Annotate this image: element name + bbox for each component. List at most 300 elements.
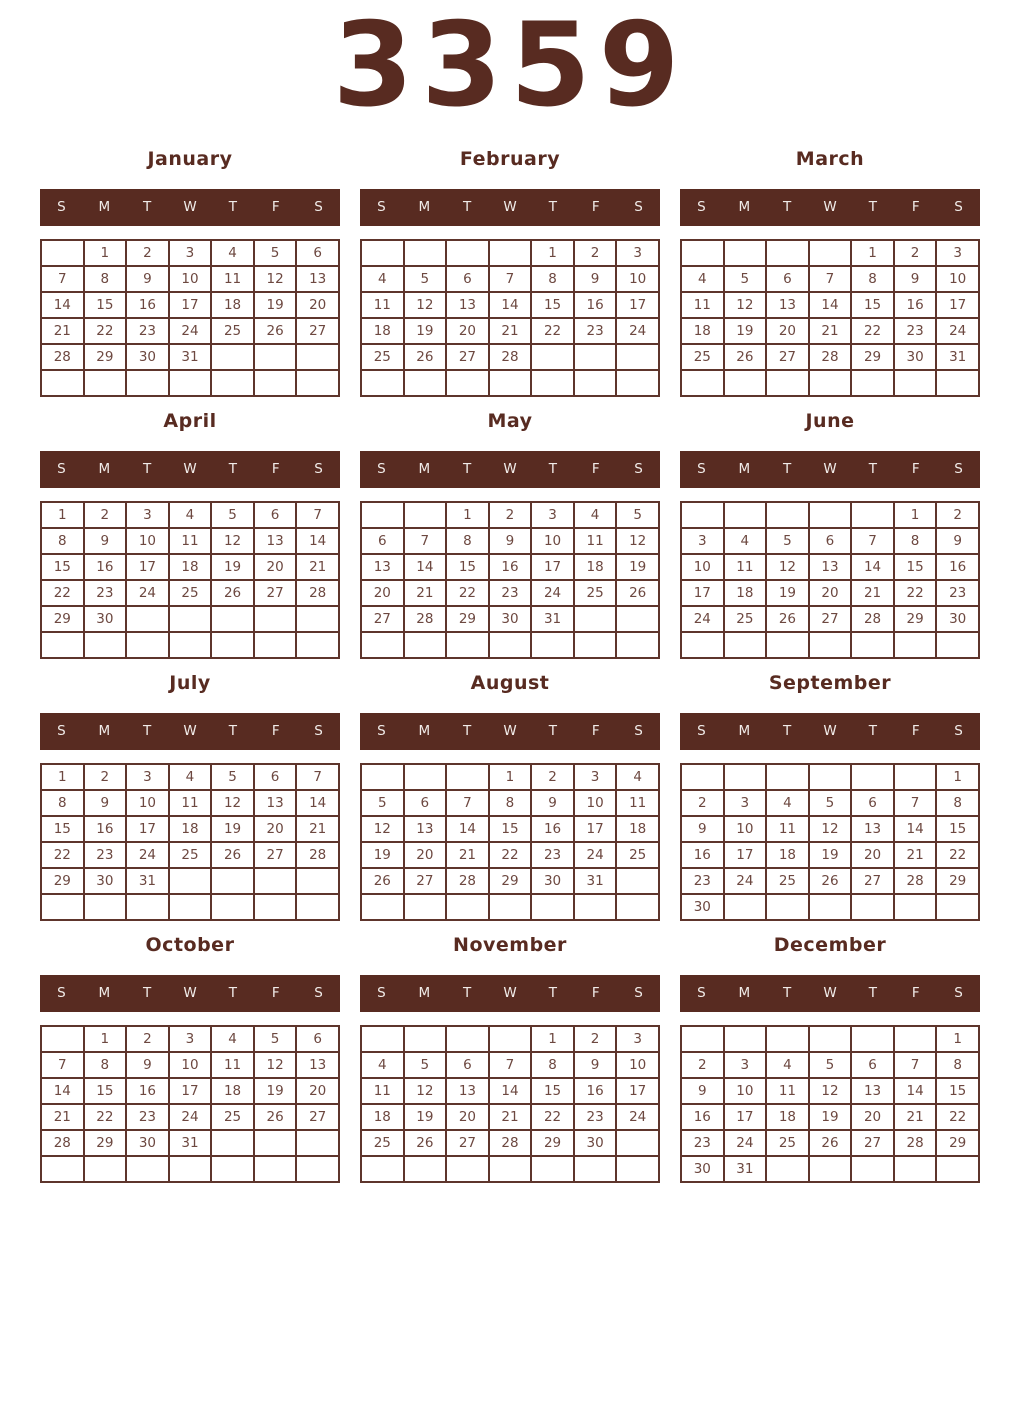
day-cell: 29 — [936, 1130, 979, 1156]
day-cell: 9 — [126, 266, 169, 292]
day-cell: 25 — [361, 344, 404, 370]
week-row — [361, 370, 659, 396]
empty-day-cell — [296, 606, 339, 632]
empty-day-cell — [936, 894, 979, 920]
empty-day-cell — [809, 240, 852, 266]
empty-day-cell — [809, 370, 852, 396]
day-cell: 15 — [489, 816, 532, 842]
weekday-header-row — [680, 713, 980, 750]
weekday-label: F — [271, 985, 280, 1002]
day-cell: 25 — [211, 1104, 254, 1130]
day-cell: 31 — [574, 868, 617, 894]
empty-day-cell — [724, 370, 767, 396]
month-november — [360, 934, 660, 1183]
day-cell: 21 — [404, 580, 447, 606]
weekday-label: T — [463, 723, 472, 740]
empty-day-cell — [936, 1156, 979, 1182]
empty-day-cell — [446, 764, 489, 790]
weekday-label: S — [314, 723, 323, 740]
day-cell: 14 — [489, 292, 532, 318]
day-cell: 6 — [851, 790, 894, 816]
weekday-label: W — [823, 199, 837, 216]
day-cell: 8 — [936, 1052, 979, 1078]
weekday-label: F — [911, 723, 920, 740]
day-cell: 3 — [126, 502, 169, 528]
year-title: 3359 — [332, 0, 688, 133]
day-cell: 1 — [489, 764, 532, 790]
day-cell: 6 — [446, 266, 489, 292]
day-cell: 1 — [936, 764, 979, 790]
weekday-label: S — [377, 199, 386, 216]
day-cell: 9 — [489, 528, 532, 554]
empty-day-cell — [41, 1156, 84, 1182]
day-cell: 13 — [404, 816, 447, 842]
week-row — [41, 318, 339, 344]
weekday-label: F — [271, 723, 280, 740]
week-row — [41, 1104, 339, 1130]
empty-day-cell — [126, 632, 169, 658]
week-row — [361, 528, 659, 554]
day-cell: 25 — [574, 580, 617, 606]
month-name: June — [805, 409, 855, 432]
weekday-label: F — [911, 461, 920, 478]
day-cell: 13 — [851, 1078, 894, 1104]
day-cell: 22 — [894, 580, 937, 606]
day-cell: 26 — [404, 344, 447, 370]
empty-day-cell — [724, 894, 767, 920]
day-cell: 21 — [489, 1104, 532, 1130]
day-grid — [360, 501, 660, 659]
empty-day-cell — [84, 894, 127, 920]
day-cell: 16 — [574, 292, 617, 318]
day-cell: 20 — [404, 842, 447, 868]
weekday-label: F — [271, 461, 280, 478]
weekday-label: T — [143, 985, 152, 1002]
day-cell: 26 — [211, 580, 254, 606]
day-cell: 11 — [766, 1078, 809, 1104]
week-row — [681, 868, 979, 894]
day-cell: 26 — [211, 842, 254, 868]
day-cell: 14 — [489, 1078, 532, 1104]
day-cell: 8 — [41, 528, 84, 554]
empty-day-cell — [296, 1130, 339, 1156]
day-cell: 2 — [489, 502, 532, 528]
week-row — [681, 790, 979, 816]
weekday-header-row — [40, 451, 340, 488]
day-cell: 13 — [851, 816, 894, 842]
day-cell: 3 — [169, 240, 212, 266]
day-cell: 6 — [254, 764, 297, 790]
day-cell: 1 — [84, 1026, 127, 1052]
day-cell: 27 — [766, 344, 809, 370]
day-cell: 23 — [894, 318, 937, 344]
empty-day-cell — [724, 764, 767, 790]
day-cell: 7 — [446, 790, 489, 816]
day-cell: 5 — [616, 502, 659, 528]
day-cell: 24 — [616, 1104, 659, 1130]
empty-day-cell — [681, 370, 724, 396]
day-cell: 16 — [489, 554, 532, 580]
day-cell: 12 — [254, 266, 297, 292]
empty-day-cell — [681, 240, 724, 266]
day-cell: 27 — [446, 344, 489, 370]
day-cell: 17 — [169, 1078, 212, 1104]
day-cell: 17 — [169, 292, 212, 318]
day-cell: 19 — [616, 554, 659, 580]
weekday-header-row — [680, 189, 980, 226]
empty-day-cell — [169, 370, 212, 396]
weekday-label: M — [418, 461, 431, 478]
day-cell: 27 — [809, 606, 852, 632]
day-cell: 22 — [446, 580, 489, 606]
day-cell: 26 — [616, 580, 659, 606]
empty-day-cell — [766, 370, 809, 396]
day-cell: 1 — [531, 1026, 574, 1052]
day-cell: 30 — [126, 344, 169, 370]
day-cell: 23 — [84, 842, 127, 868]
day-cell: 5 — [404, 266, 447, 292]
weekday-label: S — [377, 985, 386, 1002]
day-cell: 2 — [681, 1052, 724, 1078]
weekday-label: S — [954, 723, 963, 740]
weekday-label: T — [783, 461, 792, 478]
day-cell: 19 — [809, 1104, 852, 1130]
day-cell: 15 — [936, 816, 979, 842]
weekday-label: S — [697, 723, 706, 740]
day-cell: 21 — [894, 842, 937, 868]
weekday-label: T — [548, 985, 557, 1002]
day-cell: 18 — [211, 1078, 254, 1104]
empty-day-cell — [211, 1156, 254, 1182]
week-row — [361, 1078, 659, 1104]
weekday-label: W — [503, 461, 517, 478]
empty-day-cell — [894, 632, 937, 658]
day-cell: 24 — [724, 868, 767, 894]
day-cell: 25 — [169, 842, 212, 868]
day-cell: 11 — [724, 554, 767, 580]
months-grid — [40, 148, 980, 1183]
empty-day-cell — [489, 1026, 532, 1052]
day-cell: 30 — [84, 868, 127, 894]
week-row — [681, 894, 979, 920]
day-cell: 13 — [446, 292, 489, 318]
month-september — [680, 672, 980, 921]
empty-day-cell — [361, 502, 404, 528]
empty-day-cell — [41, 632, 84, 658]
day-cell: 23 — [126, 1104, 169, 1130]
day-cell: 24 — [936, 318, 979, 344]
weekday-header-row — [680, 975, 980, 1012]
week-row — [41, 240, 339, 266]
week-row — [41, 842, 339, 868]
day-cell: 2 — [574, 240, 617, 266]
week-row — [41, 528, 339, 554]
weekday-label: S — [57, 723, 66, 740]
weekday-label: S — [697, 985, 706, 1002]
empty-day-cell — [851, 894, 894, 920]
day-cell: 13 — [446, 1078, 489, 1104]
empty-day-cell — [574, 606, 617, 632]
empty-day-cell — [41, 240, 84, 266]
day-cell: 17 — [574, 816, 617, 842]
day-cell: 24 — [169, 1104, 212, 1130]
day-cell: 30 — [84, 606, 127, 632]
day-cell: 15 — [936, 1078, 979, 1104]
weekday-label: F — [591, 723, 600, 740]
empty-day-cell — [41, 370, 84, 396]
weekday-label: T — [868, 723, 877, 740]
weekday-label: S — [634, 985, 643, 1002]
month-name: May — [487, 409, 533, 432]
day-cell: 18 — [574, 554, 617, 580]
week-row — [361, 894, 659, 920]
day-cell: 21 — [894, 1104, 937, 1130]
day-cell: 3 — [616, 240, 659, 266]
empty-day-cell — [681, 502, 724, 528]
day-cell: 21 — [296, 554, 339, 580]
day-cell: 7 — [809, 266, 852, 292]
day-cell: 28 — [489, 344, 532, 370]
empty-day-cell — [404, 764, 447, 790]
day-cell: 26 — [809, 868, 852, 894]
week-row — [361, 502, 659, 528]
month-name: February — [459, 147, 561, 170]
day-cell: 20 — [851, 842, 894, 868]
day-cell: 26 — [404, 1130, 447, 1156]
day-cell: 24 — [531, 580, 574, 606]
day-cell: 24 — [126, 580, 169, 606]
day-cell: 7 — [489, 1052, 532, 1078]
empty-day-cell — [254, 370, 297, 396]
day-cell: 30 — [531, 868, 574, 894]
day-cell: 21 — [809, 318, 852, 344]
day-cell: 20 — [851, 1104, 894, 1130]
day-cell: 8 — [446, 528, 489, 554]
day-cell: 23 — [84, 580, 127, 606]
empty-day-cell — [446, 894, 489, 920]
day-cell: 10 — [169, 266, 212, 292]
day-cell: 26 — [809, 1130, 852, 1156]
week-row — [41, 292, 339, 318]
day-cell: 4 — [766, 1052, 809, 1078]
day-cell: 19 — [724, 318, 767, 344]
week-row — [361, 554, 659, 580]
day-cell: 3 — [724, 1052, 767, 1078]
day-cell: 5 — [809, 790, 852, 816]
day-cell: 11 — [574, 528, 617, 554]
weekday-label: S — [954, 461, 963, 478]
day-cell: 2 — [894, 240, 937, 266]
day-cell: 22 — [936, 842, 979, 868]
day-cell: 8 — [84, 266, 127, 292]
day-cell: 19 — [404, 1104, 447, 1130]
day-cell: 10 — [681, 554, 724, 580]
day-cell: 28 — [894, 1130, 937, 1156]
day-cell: 16 — [126, 1078, 169, 1104]
day-cell: 25 — [681, 344, 724, 370]
day-cell: 2 — [531, 764, 574, 790]
day-cell: 23 — [574, 1104, 617, 1130]
day-cell: 30 — [681, 894, 724, 920]
empty-day-cell — [809, 764, 852, 790]
week-row — [681, 554, 979, 580]
day-cell: 22 — [84, 318, 127, 344]
weekday-label: S — [697, 461, 706, 478]
day-cell: 28 — [894, 868, 937, 894]
day-cell: 5 — [254, 240, 297, 266]
week-row — [681, 292, 979, 318]
week-row — [361, 632, 659, 658]
day-cell: 20 — [446, 318, 489, 344]
day-cell: 10 — [616, 266, 659, 292]
empty-day-cell — [531, 1156, 574, 1182]
week-row — [361, 1130, 659, 1156]
day-cell: 11 — [361, 292, 404, 318]
day-cell: 24 — [681, 606, 724, 632]
day-cell: 4 — [361, 1052, 404, 1078]
day-cell: 17 — [724, 1104, 767, 1130]
weekday-label: S — [377, 461, 386, 478]
empty-day-cell — [169, 894, 212, 920]
day-cell: 10 — [724, 1078, 767, 1104]
empty-day-cell — [616, 1130, 659, 1156]
empty-day-cell — [404, 370, 447, 396]
day-cell: 9 — [681, 816, 724, 842]
day-cell: 19 — [254, 292, 297, 318]
day-cell: 23 — [681, 1130, 724, 1156]
day-cell: 6 — [404, 790, 447, 816]
day-cell: 27 — [254, 842, 297, 868]
day-cell: 27 — [851, 868, 894, 894]
empty-day-cell — [446, 632, 489, 658]
day-cell: 20 — [254, 816, 297, 842]
empty-day-cell — [211, 868, 254, 894]
day-cell: 25 — [616, 842, 659, 868]
day-cell: 7 — [851, 528, 894, 554]
day-cell: 27 — [296, 1104, 339, 1130]
empty-day-cell — [894, 894, 937, 920]
day-cell: 6 — [809, 528, 852, 554]
week-row — [681, 1130, 979, 1156]
day-grid — [680, 763, 980, 921]
day-cell: 18 — [361, 318, 404, 344]
month-april — [40, 410, 340, 659]
day-cell: 11 — [169, 528, 212, 554]
day-cell: 31 — [126, 868, 169, 894]
day-cell: 16 — [84, 816, 127, 842]
day-cell: 15 — [41, 554, 84, 580]
day-cell: 16 — [681, 1104, 724, 1130]
day-cell: 20 — [254, 554, 297, 580]
day-cell: 11 — [766, 816, 809, 842]
weekday-label: S — [954, 985, 963, 1002]
day-cell: 15 — [894, 554, 937, 580]
weekday-label: T — [783, 985, 792, 1002]
empty-day-cell — [616, 344, 659, 370]
day-cell: 19 — [254, 1078, 297, 1104]
day-cell: 8 — [531, 1052, 574, 1078]
empty-day-cell — [489, 370, 532, 396]
empty-day-cell — [851, 632, 894, 658]
day-cell: 12 — [809, 1078, 852, 1104]
empty-day-cell — [361, 632, 404, 658]
empty-day-cell — [531, 370, 574, 396]
empty-day-cell — [126, 606, 169, 632]
week-row — [361, 292, 659, 318]
day-cell: 27 — [446, 1130, 489, 1156]
weekday-header-row — [360, 189, 660, 226]
empty-day-cell — [446, 240, 489, 266]
day-cell: 4 — [169, 502, 212, 528]
day-cell: 28 — [296, 580, 339, 606]
empty-day-cell — [531, 344, 574, 370]
empty-day-cell — [296, 1156, 339, 1182]
empty-day-cell — [616, 632, 659, 658]
day-cell: 10 — [936, 266, 979, 292]
day-cell: 1 — [851, 240, 894, 266]
weekday-label: T — [143, 199, 152, 216]
week-row — [361, 842, 659, 868]
week-row — [681, 240, 979, 266]
empty-day-cell — [446, 1026, 489, 1052]
day-grid — [40, 239, 340, 397]
day-cell: 19 — [211, 554, 254, 580]
weekday-label: S — [954, 199, 963, 216]
empty-day-cell — [169, 1156, 212, 1182]
empty-day-cell — [446, 1156, 489, 1182]
day-cell: 21 — [296, 816, 339, 842]
day-cell: 19 — [361, 842, 404, 868]
month-december — [680, 934, 980, 1183]
day-cell: 15 — [531, 292, 574, 318]
weekday-header-row — [360, 975, 660, 1012]
month-name: September — [768, 671, 892, 694]
week-row — [361, 1156, 659, 1182]
day-cell: 30 — [489, 606, 532, 632]
empty-day-cell — [296, 894, 339, 920]
day-cell: 9 — [681, 1078, 724, 1104]
day-cell: 26 — [361, 868, 404, 894]
day-cell: 16 — [126, 292, 169, 318]
day-cell: 28 — [404, 606, 447, 632]
day-cell: 9 — [936, 528, 979, 554]
day-cell: 15 — [446, 554, 489, 580]
day-cell: 10 — [126, 790, 169, 816]
day-cell: 17 — [616, 1078, 659, 1104]
day-cell: 17 — [681, 580, 724, 606]
empty-day-cell — [489, 1156, 532, 1182]
empty-day-cell — [574, 632, 617, 658]
day-cell: 1 — [894, 502, 937, 528]
week-row — [41, 1130, 339, 1156]
weekday-label: W — [503, 199, 517, 216]
day-cell: 13 — [809, 554, 852, 580]
month-name: November — [453, 933, 567, 956]
empty-day-cell — [489, 894, 532, 920]
weekday-label: S — [634, 461, 643, 478]
empty-day-cell — [211, 632, 254, 658]
day-cell: 21 — [446, 842, 489, 868]
day-cell: 17 — [936, 292, 979, 318]
day-grid — [360, 763, 660, 921]
empty-day-cell — [126, 1156, 169, 1182]
day-cell: 15 — [41, 816, 84, 842]
day-cell: 4 — [766, 790, 809, 816]
day-cell: 12 — [724, 292, 767, 318]
week-row — [361, 816, 659, 842]
day-cell: 5 — [254, 1026, 297, 1052]
empty-day-cell — [84, 370, 127, 396]
